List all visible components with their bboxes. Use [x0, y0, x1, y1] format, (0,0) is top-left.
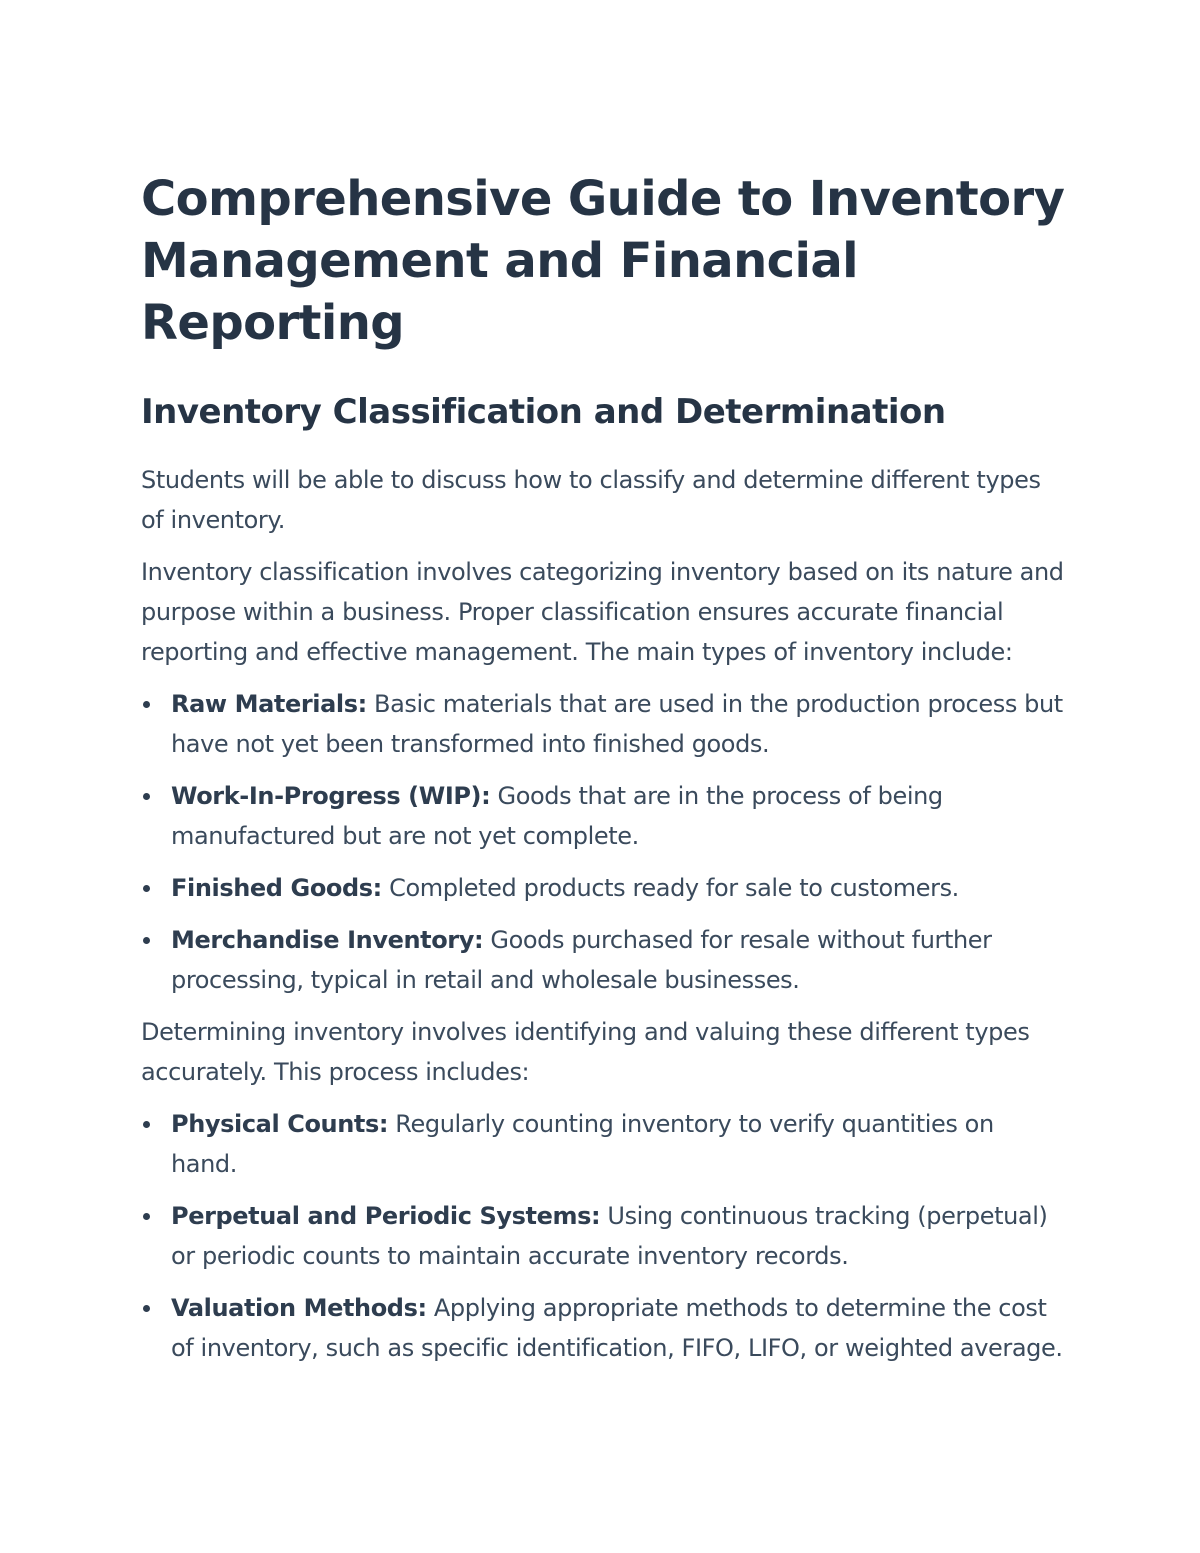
list-item-term: Valuation Methods: — [171, 1294, 427, 1322]
bullet-icon — [143, 937, 150, 944]
bullet-icon — [143, 1305, 150, 1312]
list-item-text: Goods that are in the process of being manufactured but are not yet complete. — [171, 782, 943, 850]
list-item-term: Finished Goods: — [171, 874, 382, 902]
bullet-icon — [143, 1121, 150, 1128]
list-item — [141, 868, 1066, 908]
list-item — [141, 776, 1066, 856]
bullet-icon — [143, 885, 150, 892]
section-heading: Inventory Classification and Determination — [141, 392, 946, 432]
list-item-text: Goods purchased for resale without further processing, typical in retail and wholesale businesses. — [171, 926, 992, 994]
document-page — [141, 168, 1066, 1380]
list-item-term: Perpetual and Periodic Systems: — [171, 1202, 601, 1230]
learning-objective: Students will be able to discuss how to classify and determine different types of inventory. — [141, 466, 1041, 534]
list-item-term: Work-In-Progress (WIP): — [171, 782, 491, 810]
document-title: Comprehensive Guide to Inventory Management and Financial Reporting — [141, 171, 1065, 351]
list-item — [141, 1104, 1066, 1184]
bullet-icon — [143, 1213, 150, 1220]
list-item-text: Completed products ready for sale to customers. — [381, 874, 959, 902]
list-item — [141, 684, 1066, 764]
list-item-text: Using continuous tracking (perpetual) or periodic counts to maintain accurate inventory records. — [171, 1202, 1048, 1270]
list-item-term: Merchandise Inventory: — [171, 926, 484, 954]
classification-intro: Inventory classification involves categorizing inventory based on its nature and purpose within a business. Proper classification ensures accurate financial reporting and effective management. The main types of inventory include: — [141, 558, 1064, 666]
list-item-text: Regularly counting inventory to verify quantities on hand. — [171, 1110, 994, 1178]
list-item-term: Raw Materials: — [171, 690, 367, 718]
determination-steps-list — [141, 1104, 1066, 1368]
list-item-text: Basic materials that are used in the production process but have not yet been transformed into finished goods. — [171, 690, 1063, 758]
list-item — [141, 1196, 1066, 1276]
list-item — [141, 1288, 1066, 1368]
inventory-types-list — [141, 684, 1066, 1000]
determining-intro: Determining inventory involves identifying and valuing these different types accurately. This process includes: — [141, 1018, 1030, 1086]
bullet-icon — [143, 701, 150, 708]
list-item-text: Applying appropriate methods to determine the cost of inventory, such as specific identification, FIFO, LIFO, or weighted average. — [171, 1294, 1063, 1362]
list-item — [141, 920, 1066, 1000]
bullet-icon — [143, 793, 150, 800]
list-item-term: Physical Counts: — [171, 1110, 389, 1138]
